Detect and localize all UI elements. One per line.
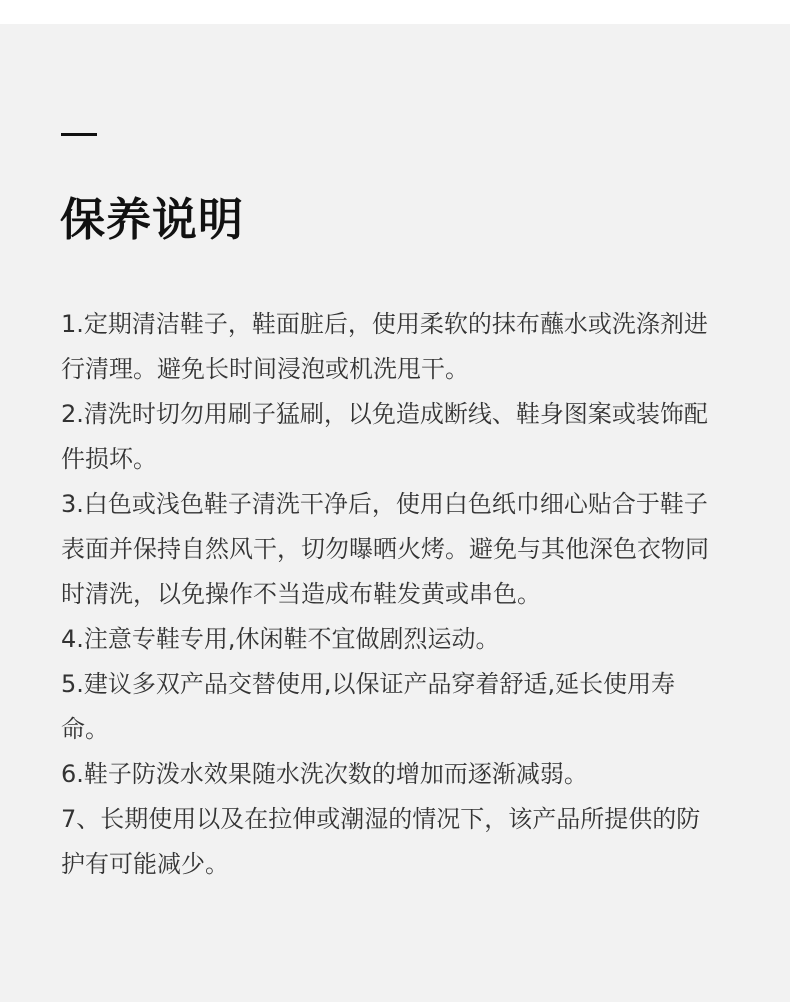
- care-instructions-list: [61, 302, 721, 887]
- instruction-item-3: 3.白色或浅色鞋子清洗干净后，使用白色纸巾细心贴合于鞋子表面并保持自然风干，切勿曝晒火烤。避免与其他深色衣物同时清洗，以免操作不当造成布鞋发黄或串色。: [61, 490, 709, 608]
- instruction-item-4: 4.注意专鞋专用,休闲鞋不宜做剧烈运动。: [61, 625, 500, 653]
- title-accent-bar: [61, 133, 97, 136]
- instruction-item-6: 6.鞋子防泼水效果随水洗次数的增加而逐渐减弱。: [61, 760, 588, 788]
- instruction-item-2: 2.清洗时切勿用刷子猛刷，以免造成断线、鞋身图案或装饰配件损坏。: [61, 400, 708, 473]
- page-title: 保养说明: [60, 193, 245, 246]
- instruction-item-5: 5.建议多双产品交替使用,以保证产品穿着舒适,延长使用寿命。: [61, 670, 676, 743]
- instruction-item-1: 1.定期清洁鞋子，鞋面脏后，使用柔软的抹布蘸水或洗涤剂进行清理。避免长时间浸泡或机洗甩干。: [61, 310, 708, 383]
- instruction-item-7: 7、长期使用以及在拉伸或潮湿的情况下，该产品所提供的防护有可能减少。: [61, 805, 701, 878]
